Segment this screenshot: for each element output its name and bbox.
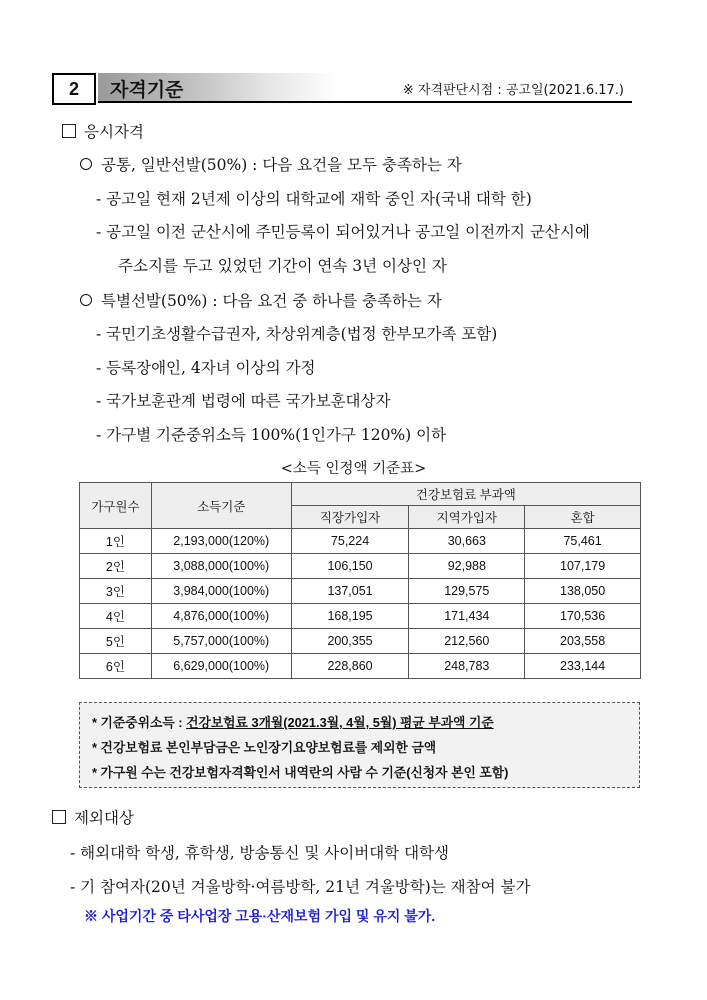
header-mixed: 혼합 — [525, 506, 641, 529]
common-item-2-cont: 주소지를 두고 있었던 기간이 연속 3년 이상인 자 — [118, 257, 447, 275]
cell-household: 2인 — [80, 554, 152, 579]
cell-regional: 212,560 — [409, 629, 525, 654]
eligibility-date-note: ※ 자격판단시점 : 공고일(2021.6.17.) — [402, 83, 624, 98]
header-income: 소득기준 — [151, 483, 291, 529]
special-criteria-title: 특별선발(50%) : 다음 요건 중 하나를 충족하는 자 — [80, 289, 442, 311]
section-title: 자격기준 — [110, 80, 184, 101]
cell-mixed: 138,050 — [525, 579, 641, 604]
section-header — [52, 73, 632, 103]
exclude-item-1: - 해외대학 학생, 휴학생, 방송통신 및 사이버대학 대학생 — [70, 844, 449, 862]
table-header-row — [80, 483, 641, 506]
insurance-warning: ※ 사업기간 중 타사업장 고용·산재보험 가입 및 유지 불가. — [84, 908, 436, 924]
note-household-count: * 가구원 수는 건강보험자격확인서 내역란의 사람 수 기준(신청자 본인 포함) — [92, 765, 509, 780]
table-caption: <소득 인정액 기준표> — [280, 461, 427, 477]
header-regional: 지역가입자 — [409, 506, 525, 529]
table-row — [80, 554, 641, 579]
notes-box — [79, 702, 640, 788]
circle-bullet-icon — [80, 158, 92, 170]
cell-regional: 129,575 — [409, 579, 525, 604]
special-item-1: - 국민기초생활수급권자, 차상위계층(법정 한부모가족 포함) — [96, 325, 498, 343]
special-item-4: - 가구별 기준중위소득 100%(1인가구 120%) 이하 — [96, 426, 447, 444]
cell-regional: 248,783 — [409, 654, 525, 679]
cell-income: 3,088,000(100%) — [151, 554, 291, 579]
common-criteria-title: 공통, 일반선발(50%) : 다음 요건을 모두 충족하는 자 — [80, 153, 462, 175]
table-row — [80, 654, 641, 679]
section-title-bar — [98, 73, 632, 103]
cell-income: 5,757,000(100%) — [151, 629, 291, 654]
cell-income: 2,193,000(120%) — [151, 529, 291, 554]
cell-income: 3,984,000(100%) — [151, 579, 291, 604]
cell-household: 5인 — [80, 629, 152, 654]
cell-workplace: 137,051 — [291, 579, 409, 604]
common-item-2: - 공고일 이전 군산시에 주민등록이 되어있거나 공고일 이전까지 군산시에 — [96, 223, 590, 241]
cell-income: 6,629,000(100%) — [151, 654, 291, 679]
circle-bullet-icon — [80, 294, 92, 306]
cell-household: 1인 — [80, 529, 152, 554]
special-item-3: - 국가보훈관계 법령에 따른 국가보훈대상자 — [96, 392, 391, 410]
cell-regional: 171,434 — [409, 604, 525, 629]
exclude-heading: 제외대상 — [52, 806, 134, 828]
header-insurance: 건강보험료 부과액 — [291, 483, 640, 506]
cell-workplace: 106,150 — [291, 554, 409, 579]
header-workplace: 직장가입자 — [291, 506, 409, 529]
square-bullet-icon — [52, 810, 66, 824]
header-household: 가구원수 — [80, 483, 152, 529]
section-number: 2 — [52, 73, 96, 105]
cell-household: 6인 — [80, 654, 152, 679]
cell-mixed: 233,144 — [525, 654, 641, 679]
cell-mixed: 203,558 — [525, 629, 641, 654]
cell-workplace: 75,224 — [291, 529, 409, 554]
cell-workplace: 228,860 — [291, 654, 409, 679]
cell-mixed: 170,536 — [525, 604, 641, 629]
special-item-2: - 등록장애인, 4자녀 이상의 가정 — [96, 359, 316, 377]
cell-regional: 30,663 — [409, 529, 525, 554]
note-median-income: * 기준중위소득 : 건강보험료 3개월(2021.3월, 4월, 5월) 평균 부과액 기준 — [92, 715, 494, 730]
income-criteria-table — [79, 482, 641, 679]
square-bullet-icon — [62, 124, 76, 138]
cell-household: 4인 — [80, 604, 152, 629]
table-row — [80, 604, 641, 629]
exclude-item-2: - 기 참여자(20년 겨울방학·여름방학, 21년 겨울방학)는 재참여 불가 — [70, 878, 531, 896]
common-item-1: - 공고일 현재 2년제 이상의 대학교에 재학 중인 자(국내 대학 한) — [96, 190, 532, 208]
table-row — [80, 629, 641, 654]
cell-mixed: 107,179 — [525, 554, 641, 579]
cell-regional: 92,988 — [409, 554, 525, 579]
apply-heading: 응시자격 — [62, 120, 144, 142]
cell-workplace: 200,355 — [291, 629, 409, 654]
cell-household: 3인 — [80, 579, 152, 604]
table-row — [80, 579, 641, 604]
note-insurance: * 건강보험료 본인부담금은 노인장기요양보험료를 제외한 금액 — [92, 740, 437, 755]
cell-income: 4,876,000(100%) — [151, 604, 291, 629]
cell-workplace: 168,195 — [291, 604, 409, 629]
table-row — [80, 529, 641, 554]
cell-mixed: 75,461 — [525, 529, 641, 554]
